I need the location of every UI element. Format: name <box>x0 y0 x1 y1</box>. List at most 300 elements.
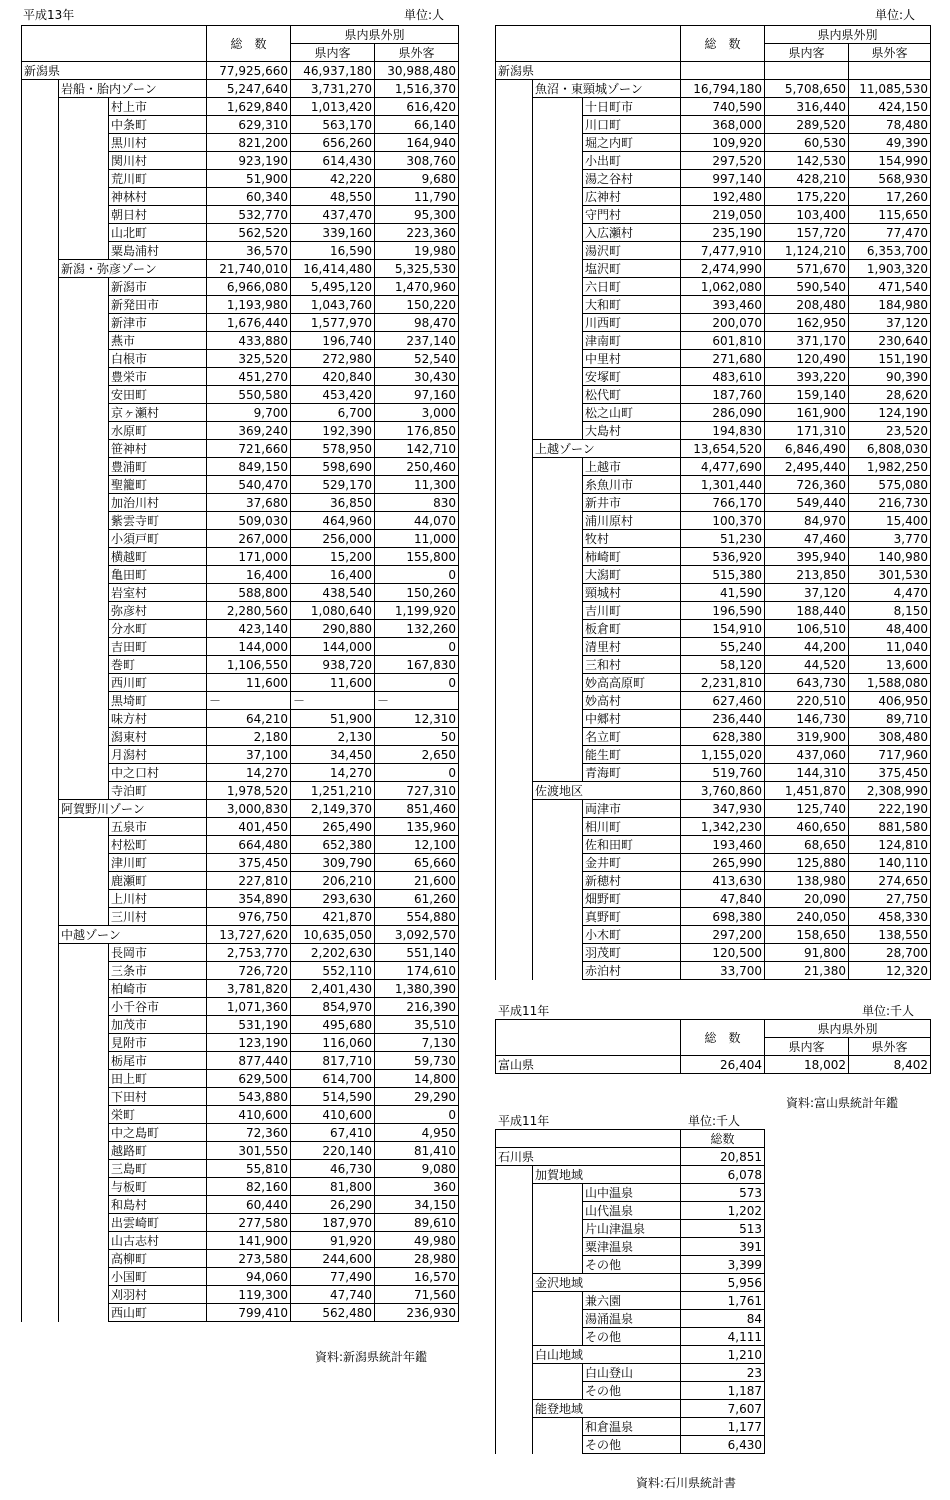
spot-name: その他 <box>583 1436 681 1454</box>
cell-outside: 1,982,250 <box>849 458 931 476</box>
cell-total: 410,600 <box>207 1106 291 1124</box>
municipality-name: 柿崎町 <box>583 548 681 566</box>
municipality-name: 上越市 <box>583 458 681 476</box>
cell-total: 21,740,010 <box>207 260 291 278</box>
cell-total: 698,380 <box>681 908 765 926</box>
cell-outside: 9,680 <box>375 170 459 188</box>
header-group: 県内県外別 <box>765 26 931 44</box>
cell-inside: 549,440 <box>765 494 849 512</box>
cell-inside: 208,480 <box>765 296 849 314</box>
cell-outside: 375,450 <box>849 764 931 782</box>
municipality-name: 妙高村 <box>583 692 681 710</box>
cell-total: 47,840 <box>681 890 765 908</box>
municipality-name: 寺泊町 <box>109 782 207 800</box>
municipality-name: 中条町 <box>109 116 207 134</box>
cell-total: 286,090 <box>681 404 765 422</box>
cell-inside: 464,960 <box>291 512 375 530</box>
spot-name: その他 <box>583 1382 681 1400</box>
municipality-name: 加治川村 <box>109 494 207 512</box>
municipality-name: 三和村 <box>583 656 681 674</box>
municipality-name: 真野町 <box>583 908 681 926</box>
cell-total: 3,399 <box>681 1256 765 1274</box>
cell-total: 192,480 <box>681 188 765 206</box>
cell-total: 1,761 <box>681 1292 765 1310</box>
cell-total: － <box>207 692 291 710</box>
cell-total: 562,520 <box>207 224 291 242</box>
cell-total: 740,590 <box>681 98 765 116</box>
cell-outside: 236,930 <box>375 1304 459 1322</box>
cell-total: 1,629,840 <box>207 98 291 116</box>
cell-total: 33,700 <box>681 962 765 980</box>
cell-outside: 174,610 <box>375 962 459 980</box>
table-row <box>496 782 931 800</box>
cell-inside: 146,730 <box>765 710 849 728</box>
cell-outside: 616,420 <box>375 98 459 116</box>
header-blank <box>496 26 681 62</box>
header-inside: 県内客 <box>291 44 375 62</box>
cell-inside: 48,550 <box>291 188 375 206</box>
cell-inside: 1,577,970 <box>291 314 375 332</box>
cell-outside: 1,588,080 <box>849 674 931 692</box>
cell-inside: 220,140 <box>291 1142 375 1160</box>
municipality-name: 柏崎市 <box>109 980 207 998</box>
table-row <box>496 1292 765 1310</box>
cell-outside: 12,320 <box>849 962 931 980</box>
cell-total: 267,000 <box>207 530 291 548</box>
municipality-name: 五泉市 <box>109 818 207 836</box>
indent-spacer <box>59 818 109 926</box>
cell-total: 200,070 <box>681 314 765 332</box>
municipality-name: 糸魚川市 <box>583 476 681 494</box>
cell-outside: 142,710 <box>375 440 459 458</box>
toyama-header-group: 県内県外別 <box>765 1020 931 1038</box>
cell-inside: 175,220 <box>765 188 849 206</box>
cell-total: 51,230 <box>681 530 765 548</box>
cell-total: 236,440 <box>681 710 765 728</box>
toyama-header-blank <box>496 1020 681 1056</box>
municipality-name: 川口町 <box>583 116 681 134</box>
cell-total: 588,800 <box>207 584 291 602</box>
municipality-name: 湯沢町 <box>583 242 681 260</box>
municipality-name: 頸城村 <box>583 584 681 602</box>
municipality-name: 鹿瀬町 <box>109 872 207 890</box>
cell-inside: 421,870 <box>291 908 375 926</box>
cell-inside: － <box>291 692 375 710</box>
header-inside: 県内客 <box>765 44 849 62</box>
cell-outside: 65,660 <box>375 854 459 872</box>
cell-outside: 48,400 <box>849 620 931 638</box>
spot-name: 山代温泉 <box>583 1202 681 1220</box>
cell-outside: 3,092,570 <box>375 926 459 944</box>
cell-total: 997,140 <box>681 170 765 188</box>
cell-total: 3,000,830 <box>207 800 291 818</box>
cell-total: 141,900 <box>207 1232 291 1250</box>
cell-total: 766,170 <box>681 494 765 512</box>
cell-inside: 116,060 <box>291 1034 375 1052</box>
cell-total: 923,190 <box>207 152 291 170</box>
cell-outside: 222,190 <box>849 800 931 818</box>
cell-total: 877,440 <box>207 1052 291 1070</box>
cell-inside: 46,937,180 <box>291 62 375 80</box>
municipality-name: 佐和田町 <box>583 836 681 854</box>
cell-inside: 614,430 <box>291 152 375 170</box>
cell-total: 82,160 <box>207 1178 291 1196</box>
municipality-name: 吉田町 <box>109 638 207 656</box>
cell-outside: 44,070 <box>375 512 459 530</box>
row-outside: 8,402 <box>849 1056 931 1074</box>
cell-inside: 1,451,870 <box>765 782 849 800</box>
indent-spacer <box>533 98 583 440</box>
cell-outside: 28,700 <box>849 944 931 962</box>
cell-total: 16,794,180 <box>681 80 765 98</box>
municipality-name: 松代町 <box>583 386 681 404</box>
cell-total: 23 <box>681 1364 765 1382</box>
table-row <box>22 800 459 818</box>
cell-outside: 98,470 <box>375 314 459 332</box>
cell-outside: 78,480 <box>849 116 931 134</box>
cell-total: 273,580 <box>207 1250 291 1268</box>
cell-total: 543,880 <box>207 1088 291 1106</box>
cell-total: 9,700 <box>207 404 291 422</box>
cell-inside: 437,470 <box>291 206 375 224</box>
cell-total: 531,190 <box>207 1016 291 1034</box>
cell-inside: 171,310 <box>765 422 849 440</box>
municipality-name: 入広瀬村 <box>583 224 681 242</box>
cell-total: 391 <box>681 1238 765 1256</box>
municipality-name: 三島町 <box>109 1160 207 1178</box>
cell-inside: 16,414,480 <box>291 260 375 278</box>
cell-outside: 150,220 <box>375 296 459 314</box>
municipality-name: 名立町 <box>583 728 681 746</box>
cell-inside: 562,480 <box>291 1304 375 1322</box>
cell-outside: 90,390 <box>849 368 931 386</box>
cell-inside: 51,900 <box>291 710 375 728</box>
niigata-visitor-table <box>21 25 459 1322</box>
cell-outside: 140,980 <box>849 548 931 566</box>
toyama-visitor-table <box>495 1019 931 1074</box>
cell-total: 601,810 <box>681 332 765 350</box>
cell-outside: 3,770 <box>849 530 931 548</box>
table-row <box>22 926 459 944</box>
cell-total: 451,270 <box>207 368 291 386</box>
cell-total: 1,210 <box>681 1346 765 1364</box>
cell-outside: 274,650 <box>849 872 931 890</box>
municipality-name: 笹神村 <box>109 440 207 458</box>
cell-inside: 120,490 <box>765 350 849 368</box>
cell-total: 721,660 <box>207 440 291 458</box>
municipality-name: 刈羽村 <box>109 1286 207 1304</box>
municipality-name: 川西町 <box>583 314 681 332</box>
table-row <box>496 1400 765 1418</box>
cell-total: 227,810 <box>207 872 291 890</box>
cell-outside: 59,730 <box>375 1052 459 1070</box>
cell-total: 6,078 <box>681 1166 765 1184</box>
cell-outside: 424,150 <box>849 98 931 116</box>
cell-total: 297,520 <box>681 152 765 170</box>
municipality-name: 与板町 <box>109 1178 207 1196</box>
municipality-name: 出雲崎町 <box>109 1214 207 1232</box>
municipality-name: 見附市 <box>109 1034 207 1052</box>
cell-total: 14,270 <box>207 764 291 782</box>
cell-inside: 84,970 <box>765 512 849 530</box>
cell-inside: 319,900 <box>765 728 849 746</box>
cell-total: 7,607 <box>681 1400 765 1418</box>
municipality-name: 加茂市 <box>109 1016 207 1034</box>
municipality-name: 小千谷市 <box>109 998 207 1016</box>
municipality-name: 燕市 <box>109 332 207 350</box>
ishikawa-unit-label: 単位:千人 <box>688 1114 741 1128</box>
cell-total: 629,500 <box>207 1070 291 1088</box>
cell-total: 171,000 <box>207 548 291 566</box>
municipality-name: 小出町 <box>583 152 681 170</box>
cell-total: 6,966,080 <box>207 278 291 296</box>
prefecture-name: 石川県 <box>496 1148 681 1166</box>
cell-inside: 206,210 <box>291 872 375 890</box>
cell-outside: 6,808,030 <box>849 440 931 458</box>
cell-total: 37,680 <box>207 494 291 512</box>
spot-name: その他 <box>583 1256 681 1274</box>
cell-inside: 339,160 <box>291 224 375 242</box>
cell-inside: 6,846,490 <box>765 440 849 458</box>
cell-inside: 213,850 <box>765 566 849 584</box>
cell-inside: 138,980 <box>765 872 849 890</box>
cell-total: 3,781,820 <box>207 980 291 998</box>
ishikawa-year-label: 平成11年 <box>498 1114 550 1128</box>
cell-outside: 11,790 <box>375 188 459 206</box>
table-row <box>496 1346 765 1364</box>
cell-total: 51,900 <box>207 170 291 188</box>
indent-spacer <box>22 80 59 1322</box>
cell-outside: 184,980 <box>849 296 931 314</box>
niigata2-visitor-table <box>495 25 931 980</box>
cell-total: 629,310 <box>207 116 291 134</box>
cell-total: 37,100 <box>207 746 291 764</box>
cell-total: 573 <box>681 1184 765 1202</box>
cell-total: 347,930 <box>681 800 765 818</box>
cell-inside: 614,700 <box>291 1070 375 1088</box>
municipality-name: 塩沢町 <box>583 260 681 278</box>
cell-total: 77,925,660 <box>207 62 291 80</box>
cell-total: 55,810 <box>207 1160 291 1178</box>
cell-inside: 265,490 <box>291 818 375 836</box>
cell-outside: 1,470,960 <box>375 278 459 296</box>
cell-inside: 438,540 <box>291 584 375 602</box>
municipality-name: 堀之内町 <box>583 134 681 152</box>
cell-total: 849,150 <box>207 458 291 476</box>
cell-inside: 103,400 <box>765 206 849 224</box>
cell-outside: 250,460 <box>375 458 459 476</box>
cell-inside: 91,920 <box>291 1232 375 1250</box>
cell-outside: 3,000 <box>375 404 459 422</box>
municipality-name: 弥彦村 <box>109 602 207 620</box>
municipality-name: 相川町 <box>583 818 681 836</box>
cell-total: 196,590 <box>681 602 765 620</box>
cell-inside: 36,850 <box>291 494 375 512</box>
cell-total: 13,727,620 <box>207 926 291 944</box>
zone-name: 佐渡地区 <box>533 782 681 800</box>
cell-outside: 717,960 <box>849 746 931 764</box>
cell-inside: 529,170 <box>291 476 375 494</box>
cell-outside: 138,550 <box>849 926 931 944</box>
indent-spacer <box>533 1184 583 1274</box>
cell-outside: 12,310 <box>375 710 459 728</box>
cell-total: 664,480 <box>207 836 291 854</box>
municipality-name: 浦川原村 <box>583 512 681 530</box>
zone-name: 岩船・胎内ゾーン <box>59 80 207 98</box>
area-name: 加賀地域 <box>533 1166 681 1184</box>
cell-outside: 881,580 <box>849 818 931 836</box>
cell-outside: 830 <box>375 494 459 512</box>
municipality-name: 妙高高原町 <box>583 674 681 692</box>
cell-inside: 77,490 <box>291 1268 375 1286</box>
cell-outside: 223,360 <box>375 224 459 242</box>
cell-inside: 47,460 <box>765 530 849 548</box>
cell-total: 55,240 <box>681 638 765 656</box>
table-row <box>22 98 459 116</box>
area-name: 金沢地域 <box>533 1274 681 1292</box>
cell-total: 1,187 <box>681 1382 765 1400</box>
cell-outside: 9,080 <box>375 1160 459 1178</box>
prefecture-name: 新潟県 <box>22 62 207 80</box>
spot-name: 兼六園 <box>583 1292 681 1310</box>
municipality-name: 十日町市 <box>583 98 681 116</box>
cell-inside: 5,708,650 <box>765 80 849 98</box>
cell-inside: 643,730 <box>765 674 849 692</box>
cell-total: 277,580 <box>207 1214 291 1232</box>
municipality-name: 上川村 <box>109 890 207 908</box>
cell-inside: 2,202,630 <box>291 944 375 962</box>
table-row <box>496 1056 931 1074</box>
municipality-name: 板倉町 <box>583 620 681 638</box>
cell-outside: 727,310 <box>375 782 459 800</box>
cell-total: 13,654,520 <box>681 440 765 458</box>
table-row <box>22 80 459 98</box>
cell-outside: 11,000 <box>375 530 459 548</box>
cell-outside: 1,516,370 <box>375 80 459 98</box>
municipality-name: 神林村 <box>109 188 207 206</box>
cell-total: 7,477,910 <box>681 242 765 260</box>
header-blank <box>496 1130 681 1148</box>
municipality-name: 長岡市 <box>109 944 207 962</box>
cell-outside: 17,260 <box>849 188 931 206</box>
cell-outside: 0 <box>375 638 459 656</box>
municipality-name: 三条市 <box>109 962 207 980</box>
ishikawa-table-container <box>495 1129 765 1454</box>
toyama-source-note: 資料:富山県統計年鑑 <box>786 1096 899 1110</box>
cell-outside: 29,290 <box>375 1088 459 1106</box>
cell-outside: 35,510 <box>375 1016 459 1034</box>
cell-total: 628,380 <box>681 728 765 746</box>
cell-outside: 27,750 <box>849 890 931 908</box>
cell-total: 413,630 <box>681 872 765 890</box>
cell-outside: 151,190 <box>849 350 931 368</box>
cell-total: 144,000 <box>207 638 291 656</box>
cell-inside: 34,450 <box>291 746 375 764</box>
cell-outside: 77,470 <box>849 224 931 242</box>
cell-inside: 125,740 <box>765 800 849 818</box>
cell-inside: 3,731,270 <box>291 80 375 98</box>
cell-total: 536,920 <box>681 548 765 566</box>
municipality-name: 両津市 <box>583 800 681 818</box>
cell-outside: 89,710 <box>849 710 931 728</box>
header-outside: 県外客 <box>375 44 459 62</box>
cell-outside <box>849 62 931 80</box>
niigata-table-container <box>21 25 459 1322</box>
cell-inside: 220,510 <box>765 692 849 710</box>
cell-total: 84 <box>681 1310 765 1328</box>
cell-total: 58,120 <box>681 656 765 674</box>
cell-inside: 2,495,440 <box>765 458 849 476</box>
municipality-name: 京ヶ瀬村 <box>109 404 207 422</box>
cell-total: 1,106,550 <box>207 656 291 674</box>
cell-total <box>681 62 765 80</box>
cell-total: 1,071,360 <box>207 998 291 1016</box>
municipality-name: 新穂村 <box>583 872 681 890</box>
cell-outside: 176,850 <box>375 422 459 440</box>
municipality-name: 水原町 <box>109 422 207 440</box>
cell-outside: 30,988,480 <box>375 62 459 80</box>
table-row <box>496 1364 765 1382</box>
cell-outside: 16,570 <box>375 1268 459 1286</box>
municipality-name: 湯之谷村 <box>583 170 681 188</box>
cell-outside: 568,930 <box>849 170 931 188</box>
cell-total: 219,050 <box>681 206 765 224</box>
cell-total: 726,720 <box>207 962 291 980</box>
cell-total: 1,301,440 <box>681 476 765 494</box>
indent-spacer <box>59 278 109 800</box>
cell-inside: 187,970 <box>291 1214 375 1232</box>
municipality-name: 清里村 <box>583 638 681 656</box>
cell-total: 1,978,520 <box>207 782 291 800</box>
cell-outside: 50 <box>375 728 459 746</box>
ishikawa-source-note: 資料:石川県統計書 <box>636 1476 737 1490</box>
municipality-name: 朝日村 <box>109 206 207 224</box>
indent-spacer <box>533 1418 583 1454</box>
cell-outside: 1,380,390 <box>375 980 459 998</box>
cell-total: 20,851 <box>681 1148 765 1166</box>
cell-inside: 393,220 <box>765 368 849 386</box>
cell-total: 433,880 <box>207 332 291 350</box>
cell-total: 235,190 <box>681 224 765 242</box>
municipality-name: 田上町 <box>109 1070 207 1088</box>
cell-outside: 95,300 <box>375 206 459 224</box>
cell-total: 1,062,080 <box>681 278 765 296</box>
cell-inside: 67,410 <box>291 1124 375 1142</box>
municipality-name: 黒埼町 <box>109 692 207 710</box>
cell-outside: 14,800 <box>375 1070 459 1088</box>
municipality-name: 巻町 <box>109 656 207 674</box>
cell-inside: 16,400 <box>291 566 375 584</box>
cell-outside: 575,080 <box>849 476 931 494</box>
ishikawa-visitor-table <box>495 1129 765 1454</box>
cell-total: 297,200 <box>681 926 765 944</box>
cell-total: 5,956 <box>681 1274 765 1292</box>
cell-total: 423,140 <box>207 620 291 638</box>
cell-outside: 7,130 <box>375 1034 459 1052</box>
cell-outside: 140,110 <box>849 854 931 872</box>
municipality-name: 下田村 <box>109 1088 207 1106</box>
cell-outside: 2,650 <box>375 746 459 764</box>
cell-outside: 150,260 <box>375 584 459 602</box>
spot-name: 和倉温泉 <box>583 1418 681 1436</box>
table-row <box>22 260 459 278</box>
spot-name: 山中温泉 <box>583 1184 681 1202</box>
cell-outside: 4,470 <box>849 584 931 602</box>
municipality-name: 小国町 <box>109 1268 207 1286</box>
table-row <box>496 1274 765 1292</box>
table-row <box>496 1418 765 1436</box>
cell-inside: 240,050 <box>765 908 849 926</box>
